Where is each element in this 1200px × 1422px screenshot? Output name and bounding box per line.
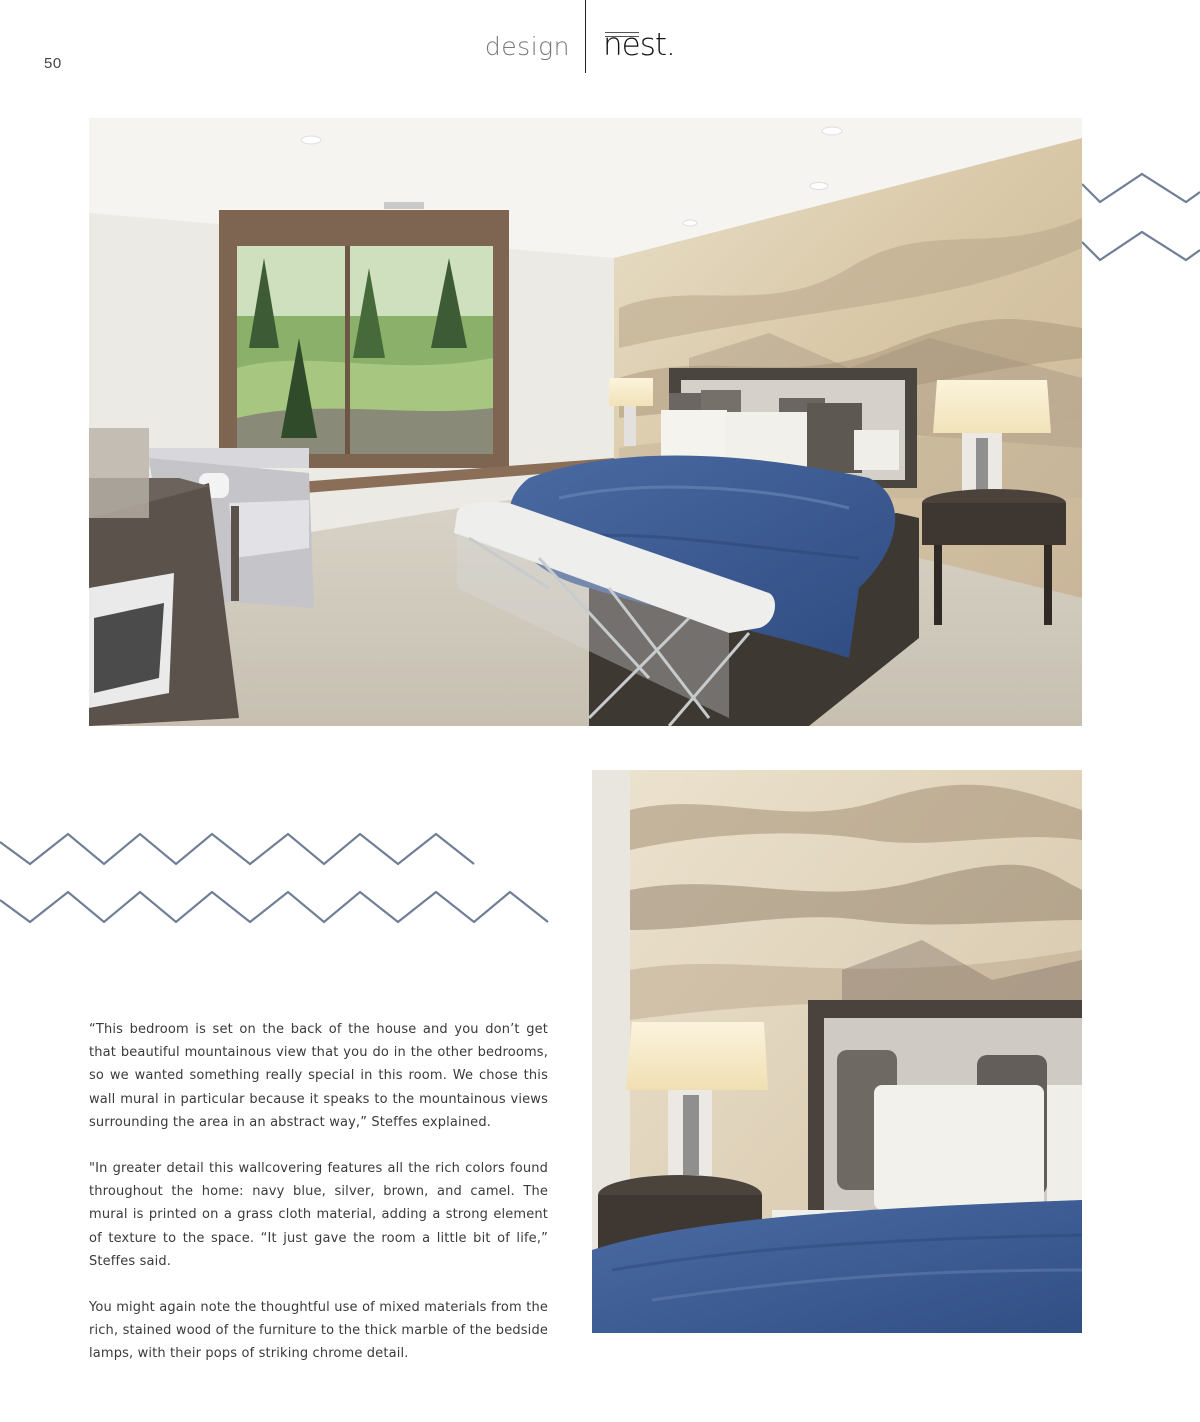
- article-paragraph: "In greater detail this wallcovering features all the rich colors found throughout the home: navy blue, silver, brown, and camel. The mural is printed on a grass cloth material, adding a strong element of texture to the space. “It just gave the room a little bit of life,” Steffes said.: [89, 1161, 548, 1269]
- article-body: [89, 1018, 548, 1389]
- article-paragraph: “This bedroom is set on the back of the house and you don’t get that beautiful mountainous view that you do in the other bedrooms, so we wanted something really special in this room. We chose this wall mural in particular because it speaks to the mountainous views surrounding the area in an abstract way,” Steffes explained.: [89, 1022, 548, 1130]
- bedroom-photo-detail: [592, 770, 1082, 1333]
- zigzag-decoration-left: [0, 832, 550, 928]
- page-number: 50: [44, 55, 62, 72]
- bedroom-photo-main: [89, 118, 1082, 726]
- zigzag-decoration-right: [1082, 172, 1200, 264]
- logo-text: nest.: [603, 27, 675, 63]
- section-label: design: [484, 32, 570, 61]
- article-paragraph: You might again note the thoughtful use of mixed materials from the rich, stained wood of the furniture to the thick marble of the bedside lamps, with their pops of striking chrome detail.: [89, 1300, 548, 1362]
- nest-logo: [603, 26, 683, 70]
- header-divider: [585, 0, 586, 73]
